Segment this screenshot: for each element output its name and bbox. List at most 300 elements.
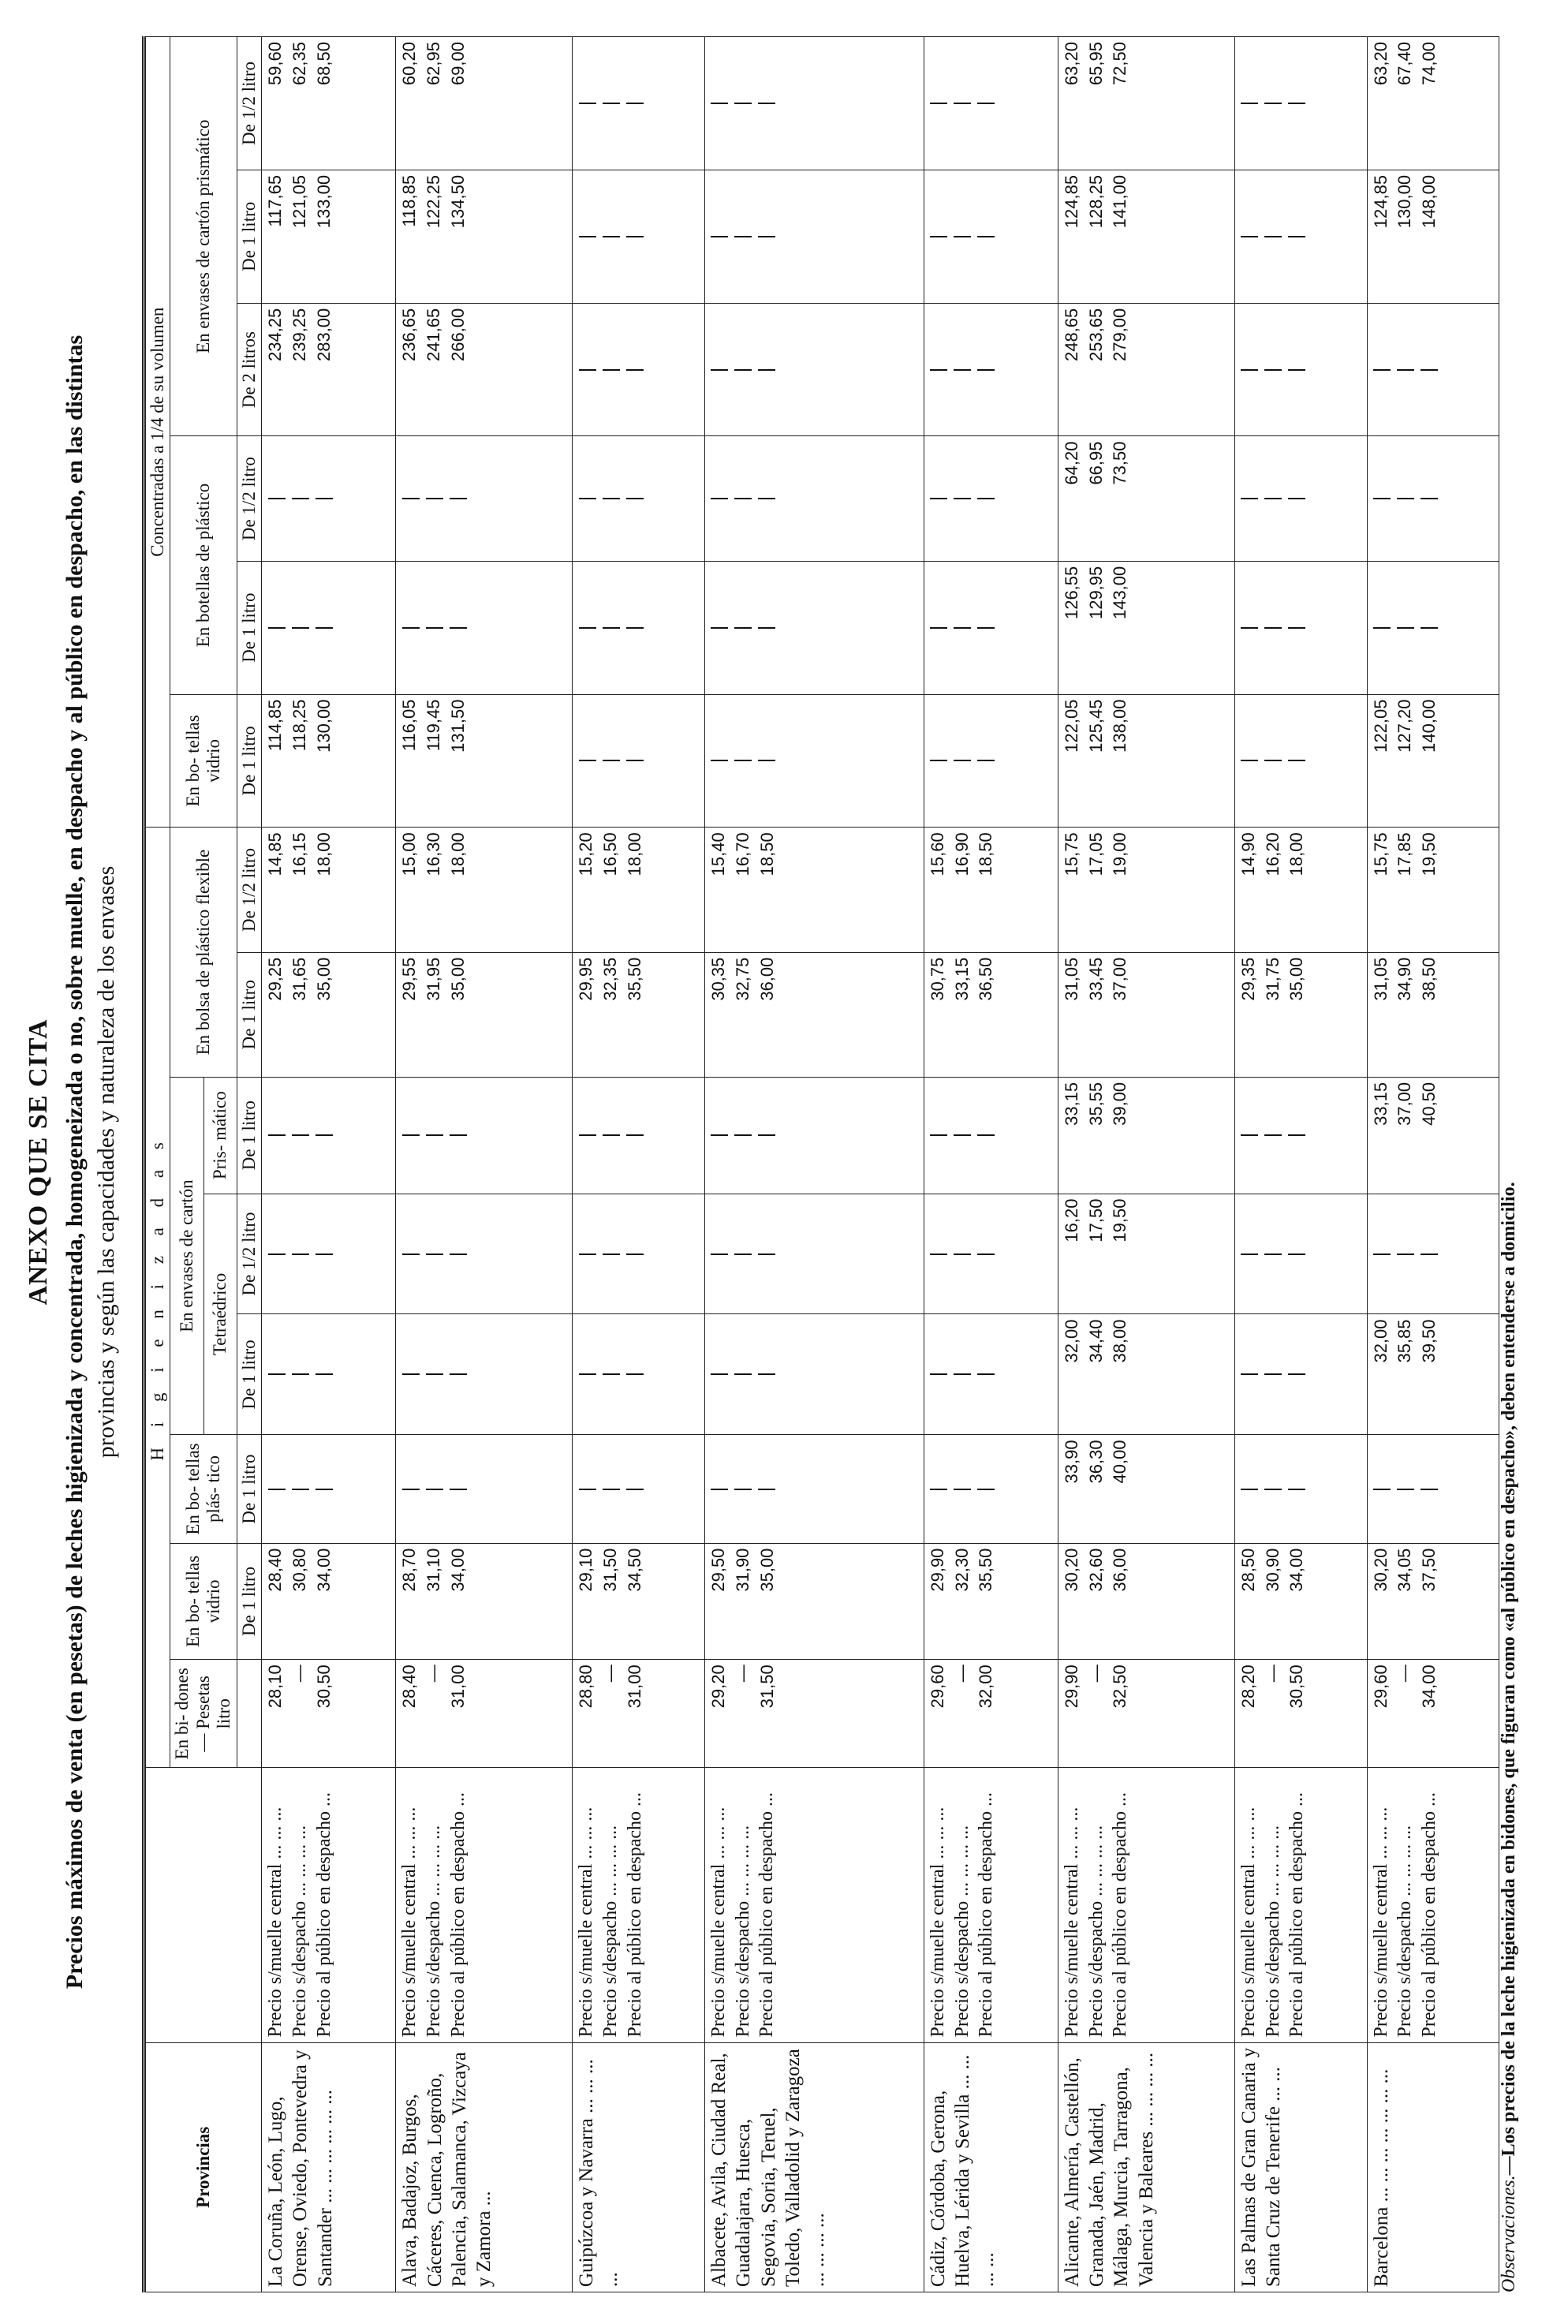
price-cell: 29,10 31,50 34,50: [573, 1543, 705, 1660]
dash-mark: [398, 442, 421, 556]
dash-mark: [1260, 1440, 1284, 1538]
dash-mark: [398, 1082, 421, 1189]
dash-mark: [574, 442, 598, 556]
dash-mark: [707, 308, 730, 432]
dash-mark: [730, 442, 754, 556]
price-label: Precio s/despacho ... ... ... ...: [1262, 1825, 1283, 2038]
dash-mark: [445, 1319, 469, 1429]
dash-mark: [598, 700, 622, 823]
price-cell: 30,75 33,15 36,50: [924, 952, 1058, 1077]
dash-mark: [730, 308, 754, 432]
dash-mark: [1393, 1199, 1417, 1310]
dash-mark: [707, 175, 730, 298]
table-row: [1367, 37, 1499, 2292]
dash-mark: [263, 442, 287, 556]
header-de-1-litro: De 1 litro: [237, 1077, 261, 1194]
price-labels-cell: [396, 1768, 573, 2042]
price-cell: 29,55 31,95 35,00: [396, 952, 573, 1077]
dash-mark: [973, 308, 997, 432]
observations-note: [1499, 1182, 1520, 2292]
empty-price-cell: [705, 170, 924, 303]
empty-price-cell: [1367, 1435, 1499, 1543]
header-de-1-litro: De 1 litro: [237, 952, 261, 1077]
dash-mark: [598, 1082, 622, 1189]
dash-mark: [287, 442, 311, 556]
dash-mark: [574, 42, 598, 165]
dash-mark: [1284, 566, 1308, 689]
header-bolsa-plastico: En bolsa de plástico flexible: [170, 828, 237, 1078]
price-label: Precio s/muelle central ... ... ...: [399, 1807, 420, 2038]
dash-mark: [950, 566, 973, 689]
empty-price-cell: [1367, 561, 1499, 694]
dash-mark: [574, 175, 598, 298]
province-cell: Albacete, Avila, Ciudad Real, Guadalajara, Huesca, Segovia, Soria, Teruel, Toledo, Valladolid y Zaragoza ... ... ... ...: [705, 2042, 924, 2292]
price-cell: 236,65 241,65 266,00: [396, 303, 573, 436]
dash-mark: [973, 700, 997, 823]
observations-label: Observaciones.: [1499, 2175, 1519, 2292]
empty-price-cell: [573, 1314, 705, 1435]
header-de-1-litro: De 1 litro: [237, 561, 261, 694]
dash-mark: [730, 42, 754, 165]
empty-price-cell: [924, 561, 1058, 694]
dash-mark: [445, 1082, 469, 1189]
province-cell: Alicante, Almería, Castellón, Granada, Jaén, Madrid, Málaga, Murcia, Tarragona, Valencia y Baleares ... ... ... ...: [1058, 2042, 1234, 2292]
dash-mark: [622, 1082, 645, 1189]
dash-mark: [730, 1082, 754, 1189]
empty-price-cell: [1367, 1194, 1499, 1314]
price-cell: 29,90 32,30 35,50: [924, 1543, 1058, 1660]
dash-mark: [707, 42, 730, 165]
empty-price-cell: [262, 1194, 396, 1314]
empty-price-cell: [262, 436, 396, 561]
dash-mark: [311, 1082, 334, 1189]
header-c-botellas-plastico: En botellas de plástico: [170, 436, 237, 694]
empty-price-cell: [573, 561, 705, 694]
empty-price-cell: [1234, 694, 1367, 828]
price-label: Precio s/muelle central ... ... ...: [927, 1807, 948, 2038]
dash-mark: [1417, 1440, 1440, 1538]
header-en-bidones: En bi- dones — Pesetas litro: [170, 1660, 237, 1768]
dash-mark: [926, 1440, 950, 1538]
price-cell: 248,65 253,65 279,00: [1058, 303, 1234, 436]
header-blank-bidones: [237, 1660, 261, 1768]
dash-mark: [950, 1319, 973, 1429]
empty-price-cell: [262, 1314, 396, 1435]
dash-mark: [421, 566, 445, 689]
empty-price-cell: [573, 694, 705, 828]
dash-mark: [311, 1440, 334, 1538]
header-c-carton-prismatico: En envases de cartón prismático: [170, 37, 237, 437]
price-cell: 31,05 33,45 37,00: [1058, 952, 1234, 1077]
header-de-2-litros: De 2 litros: [237, 303, 261, 436]
dash-mark: [1237, 42, 1260, 165]
dash-mark: [311, 1319, 334, 1429]
price-cell: 15,40 16,70 18,50: [705, 828, 924, 952]
header-provincias: Provincias: [144, 2042, 262, 2292]
dash-mark: [574, 308, 598, 432]
empty-price-cell: [1234, 303, 1367, 436]
price-cell: 29,90 — 32,50: [1058, 1660, 1234, 1768]
dash-mark: [1260, 442, 1284, 556]
empty-price-cell: [262, 561, 396, 694]
dash-mark: [973, 1082, 997, 1189]
price-labels-cell: [573, 1768, 705, 2042]
dash-mark: [1284, 1319, 1308, 1429]
table-row: [262, 37, 396, 2292]
price-cell: 30,20 34,05 37,50: [1367, 1543, 1499, 1660]
dash-mark: [973, 442, 997, 556]
header-de-1-litro: De 1 litro: [237, 1543, 261, 1660]
dash-mark: [574, 1082, 598, 1189]
dash-mark: [950, 442, 973, 556]
price-label: Precio s/muelle central ... ... ...: [265, 1807, 286, 2038]
empty-price-cell: [396, 1194, 573, 1314]
dash-mark: [263, 1319, 287, 1429]
header-blank: [144, 1768, 262, 2042]
price-cell: 33,15 35,55 39,00: [1058, 1077, 1234, 1194]
empty-price-cell: [705, 303, 924, 436]
header-de-half-litro: De 1/2 litro: [237, 828, 261, 952]
dash-mark: [398, 1319, 421, 1429]
empty-price-cell: [705, 1077, 924, 1194]
dash-mark: [622, 308, 645, 432]
price-cell: 59,60 62,35 68,50: [262, 37, 396, 170]
price-label: Precio s/despacho ... ... ... ...: [599, 1825, 621, 2038]
price-cell: 28,40 30,80 34,00: [262, 1543, 396, 1660]
empty-price-cell: [1234, 1194, 1367, 1314]
price-cell: 122,05 125,45 138,00: [1058, 694, 1234, 828]
dash-mark: [1260, 1199, 1284, 1310]
price-cell: 29,60 — 34,00: [1367, 1660, 1499, 1768]
price-cell: 29,95 32,35 35,50: [573, 952, 705, 1077]
empty-price-cell: [705, 1314, 924, 1435]
dash-mark: [574, 700, 598, 823]
empty-price-cell: [705, 37, 924, 170]
table-row: [705, 37, 924, 2292]
price-labels-cell: [1058, 1768, 1234, 2042]
dash-mark: [1237, 700, 1260, 823]
price-labels-cell: [1367, 1768, 1499, 2042]
annex-title: ANEXO QUE SE CITA: [24, 1018, 53, 1306]
dash-mark: [754, 1082, 778, 1189]
dash-mark: [730, 700, 754, 823]
price-cell: 117,65 121,05 133,00: [262, 170, 396, 303]
price-label: Precio al público en despacho ...: [447, 1792, 469, 2038]
dash-mark: [574, 566, 598, 689]
empty-price-cell: [924, 1314, 1058, 1435]
dash-mark: [287, 1319, 311, 1429]
price-cell: 118,85 122,25 134,50: [396, 170, 573, 303]
price-label: Precio s/muelle central ... ... ...: [1238, 1807, 1259, 2038]
empty-price-cell: [1367, 303, 1499, 436]
dash-mark: [926, 1319, 950, 1429]
empty-price-cell: [573, 436, 705, 561]
price-cell: 116,05 119,45 131,50: [396, 694, 573, 828]
price-label: Precio al público en despacho ...: [976, 1792, 997, 2038]
price-label: Precio s/muelle central ... ... ...: [1061, 1807, 1082, 2038]
price-cell: 15,75 17,05 19,00: [1058, 828, 1234, 952]
header-de-half-litro: De 1/2 litro: [237, 1194, 261, 1314]
dash-mark: [1237, 1199, 1260, 1310]
empty-price-cell: [1234, 1314, 1367, 1435]
province-cell: Alava, Badajoz, Burgos, Cáceres, Cuenca, Logroño, Palencia, Salamanca, Vizcaya y Zamora ...: [396, 2042, 573, 2292]
empty-price-cell: [1367, 436, 1499, 561]
dash-mark: [1369, 1440, 1393, 1538]
empty-price-cell: [705, 1435, 924, 1543]
price-cell: 15,20 16,50 18,00: [573, 828, 705, 952]
dash-mark: [598, 1199, 622, 1310]
empty-price-cell: [396, 561, 573, 694]
dash-mark: [287, 1199, 311, 1310]
dash-mark: [1393, 442, 1417, 556]
dash-mark: [950, 42, 973, 165]
empty-price-cell: [573, 170, 705, 303]
table-row: [1058, 37, 1234, 2292]
price-table: [142, 36, 1499, 2292]
table-row: [924, 37, 1058, 2292]
dash-mark: [926, 566, 950, 689]
price-label: Precio al público en despacho ...: [1286, 1792, 1308, 2038]
dash-mark: [1417, 566, 1440, 689]
dash-mark: [926, 700, 950, 823]
dash-mark: [598, 1440, 622, 1538]
dash-mark: [287, 1440, 311, 1538]
price-cell: 32,00 35,85 39,50: [1367, 1314, 1499, 1435]
header-de-half-litro: De 1/2 litro: [237, 436, 261, 561]
dash-mark: [926, 42, 950, 165]
price-label: Precio s/despacho ... ... ... ...: [1085, 1825, 1107, 2038]
dash-mark: [1237, 442, 1260, 556]
dash-mark: [622, 42, 645, 165]
dash-mark: [1260, 42, 1284, 165]
price-cell: 114,85 118,25 130,00: [262, 694, 396, 828]
empty-price-cell: [573, 1077, 705, 1194]
price-cell: 14,90 16,20 18,00: [1234, 828, 1367, 952]
price-cell: 14,85 16,15 18,00: [262, 828, 396, 952]
price-cell: 31,05 34,90 38,50: [1367, 952, 1499, 1077]
dash-mark: [754, 566, 778, 689]
dash-mark: [1260, 1082, 1284, 1189]
price-cell: 29,20 — 31,50: [705, 1660, 924, 1768]
price-labels-cell: [262, 1768, 396, 2042]
dash-mark: [707, 1319, 730, 1429]
dash-mark: [445, 442, 469, 556]
dash-mark: [730, 175, 754, 298]
header-botellas-vidrio: En bo- tellas vidrio: [170, 1543, 237, 1660]
price-labels-cell: [924, 1768, 1058, 2042]
dash-mark: [754, 42, 778, 165]
price-cell: 29,60 — 32,00: [924, 1660, 1058, 1768]
dash-mark: [622, 1199, 645, 1310]
dash-mark: [263, 566, 287, 689]
dash-mark: [311, 1199, 334, 1310]
dash-mark: [1237, 1440, 1260, 1538]
header-de-1-litro: De 1 litro: [237, 170, 261, 303]
province-cell: La Coruña, León, Lugo, Orense, Oviedo, Pontevedra y Santander ... ... ... ... ... ...: [262, 2042, 396, 2292]
dash-mark: [1369, 566, 1393, 689]
dash-mark: [1237, 175, 1260, 298]
header-tetraedrico: Tetraédrico: [203, 1194, 237, 1435]
dash-mark: [950, 175, 973, 298]
empty-price-cell: [573, 303, 705, 436]
dash-mark: [973, 1319, 997, 1429]
empty-price-cell: [573, 1435, 705, 1543]
empty-price-cell: [396, 1435, 573, 1543]
price-cell: 126,55 129,95 143,00: [1058, 561, 1234, 694]
province-cell: Guipúzcoa y Navarra ... ... ... ...: [573, 2042, 705, 2292]
dash-mark: [1260, 700, 1284, 823]
header-de-half-litro: De 1/2 litro: [237, 37, 261, 170]
dash-mark: [398, 566, 421, 689]
price-cell: 32,00 34,40 38,00: [1058, 1314, 1234, 1435]
price-label: Precio s/despacho ... ... ... ...: [732, 1825, 753, 2038]
dash-mark: [622, 566, 645, 689]
price-cell: 15,75 17,85 19,50: [1367, 828, 1499, 952]
empty-price-cell: [705, 436, 924, 561]
price-cell: 28,20 — 30,50: [1234, 1660, 1367, 1768]
dash-mark: [754, 1199, 778, 1310]
dash-mark: [730, 566, 754, 689]
dash-mark: [622, 1319, 645, 1429]
price-label: Precio s/despacho ... ... ... ...: [951, 1825, 973, 2038]
price-label: Precio s/muelle central ... ... ...: [708, 1807, 729, 2038]
dash-mark: [926, 442, 950, 556]
empty-price-cell: [1234, 170, 1367, 303]
dash-mark: [1417, 308, 1440, 432]
dash-mark: [926, 1199, 950, 1310]
dash-mark: [754, 442, 778, 556]
price-labels-cell: [1234, 1768, 1367, 2042]
dash-mark: [950, 700, 973, 823]
dash-mark: [754, 308, 778, 432]
dash-mark: [1369, 308, 1393, 432]
price-cell: 29,35 31,75 35,00: [1234, 952, 1367, 1077]
price-label: Precio s/despacho ... ... ... ...: [1394, 1825, 1416, 2038]
dash-mark: [950, 1199, 973, 1310]
dash-mark: [973, 566, 997, 689]
dash-mark: [754, 1440, 778, 1538]
dash-mark: [707, 1082, 730, 1189]
empty-price-cell: [262, 1077, 396, 1194]
empty-price-cell: [573, 1194, 705, 1314]
dash-mark: [707, 566, 730, 689]
dash-mark: [973, 1440, 997, 1538]
price-cell: 63,20 67,40 74,00: [1367, 37, 1499, 170]
dash-mark: [926, 308, 950, 432]
dash-mark: [926, 175, 950, 298]
dash-mark: [1260, 1319, 1284, 1429]
dash-mark: [707, 700, 730, 823]
table-subtitle: Precios máximos de venta (en pesetas) de leches higienizada y concentrada, homogeneizada o no, sobre muelle, en despacho y al público en despacho, en las distintas: [62, 334, 88, 1990]
price-label: Precio s/muelle central ... ... ...: [1370, 1807, 1391, 2038]
dash-mark: [950, 308, 973, 432]
dash-mark: [622, 442, 645, 556]
empty-price-cell: [1234, 436, 1367, 561]
dash-mark: [1284, 1199, 1308, 1310]
province-cell: Barcelona ... ... ... ... ... ... ...: [1367, 2042, 1499, 2292]
price-labels-cell: [705, 1768, 924, 2042]
empty-price-cell: [924, 37, 1058, 170]
empty-price-cell: [924, 1077, 1058, 1194]
price-cell: 28,80 — 31,00: [573, 1660, 705, 1768]
dash-mark: [1237, 566, 1260, 689]
price-cell: 28,10 — 30,50: [262, 1660, 396, 1768]
price-cell: 16,20 17,50 19,50: [1058, 1194, 1234, 1314]
dash-mark: [950, 1082, 973, 1189]
dash-mark: [263, 1082, 287, 1189]
empty-price-cell: [705, 694, 924, 828]
dash-mark: [598, 1319, 622, 1429]
price-label: Precio al público en despacho ...: [1419, 1792, 1440, 2038]
dash-mark: [707, 1199, 730, 1310]
price-label: Precio al público en despacho ...: [313, 1792, 334, 2038]
table-subtitle-continued: provincias y según las capacidades y naturaleza de los envases: [93, 865, 119, 1459]
price-label: Precio al público en despacho ...: [1110, 1792, 1131, 2038]
dash-mark: [1237, 1082, 1260, 1189]
price-cell: 64,20 66,95 73,50: [1058, 436, 1234, 561]
dash-mark: [421, 1082, 445, 1189]
dash-mark: [445, 1199, 469, 1310]
dash-mark: [707, 1440, 730, 1538]
price-cell: 30,35 32,75 36,00: [705, 952, 924, 1077]
dash-mark: [707, 442, 730, 556]
table-body: [262, 37, 1499, 2292]
price-cell: 124,85 130,00 148,00: [1367, 170, 1499, 303]
price-cell: 60,20 62,95 69,00: [396, 37, 573, 170]
empty-price-cell: [262, 1435, 396, 1543]
dash-mark: [1284, 1440, 1308, 1538]
empty-price-cell: [1234, 1435, 1367, 1543]
dash-mark: [1260, 566, 1284, 689]
empty-price-cell: [396, 1077, 573, 1194]
empty-price-cell: [924, 1194, 1058, 1314]
dash-mark: [1393, 566, 1417, 689]
dash-mark: [730, 1440, 754, 1538]
empty-price-cell: [705, 1194, 924, 1314]
price-cell: 33,15 37,00 40,50: [1367, 1077, 1499, 1194]
dash-mark: [598, 175, 622, 298]
price-cell: 28,40 — 31,00: [396, 1660, 573, 1768]
price-cell: 124,85 128,25 141,00: [1058, 170, 1234, 303]
table-row: [396, 37, 573, 2292]
dash-mark: [398, 1199, 421, 1310]
price-cell: 15,00 16,30 18,00: [396, 828, 573, 952]
dash-mark: [754, 175, 778, 298]
dash-mark: [1369, 442, 1393, 556]
dash-mark: [287, 1082, 311, 1189]
price-label: Precio s/despacho ... ... ... ...: [424, 1825, 445, 2038]
dash-mark: [1284, 308, 1308, 432]
header-envases-carton: En envases de cartón: [170, 1077, 203, 1435]
dash-mark: [730, 1199, 754, 1310]
dash-mark: [574, 1199, 598, 1310]
dash-mark: [398, 1440, 421, 1538]
province-cell: Las Palmas de Gran Canaria y Santa Cruz de Tenerife ... ...: [1234, 2042, 1367, 2292]
empty-price-cell: [924, 1435, 1058, 1543]
header-de-1-litro: De 1 litro: [237, 1314, 261, 1435]
price-cell: 33,90 36,30 40,00: [1058, 1435, 1234, 1543]
price-cell: 63,20 65,95 72,50: [1058, 37, 1234, 170]
header-prismatico: Pris- mático: [203, 1077, 237, 1194]
price-cell: 234,25 239,25 283,00: [262, 303, 396, 436]
empty-price-cell: [1234, 561, 1367, 694]
empty-price-cell: [396, 436, 573, 561]
empty-price-cell: [705, 561, 924, 694]
empty-price-cell: [924, 694, 1058, 828]
price-cell: 29,25 31,65 35,00: [262, 952, 396, 1077]
dash-mark: [421, 1199, 445, 1310]
observations-text: —Los precios de la leche higienizada en bidones, que figuran como «al público en despacho», deben entenderse a domicilio.: [1499, 1182, 1519, 2176]
